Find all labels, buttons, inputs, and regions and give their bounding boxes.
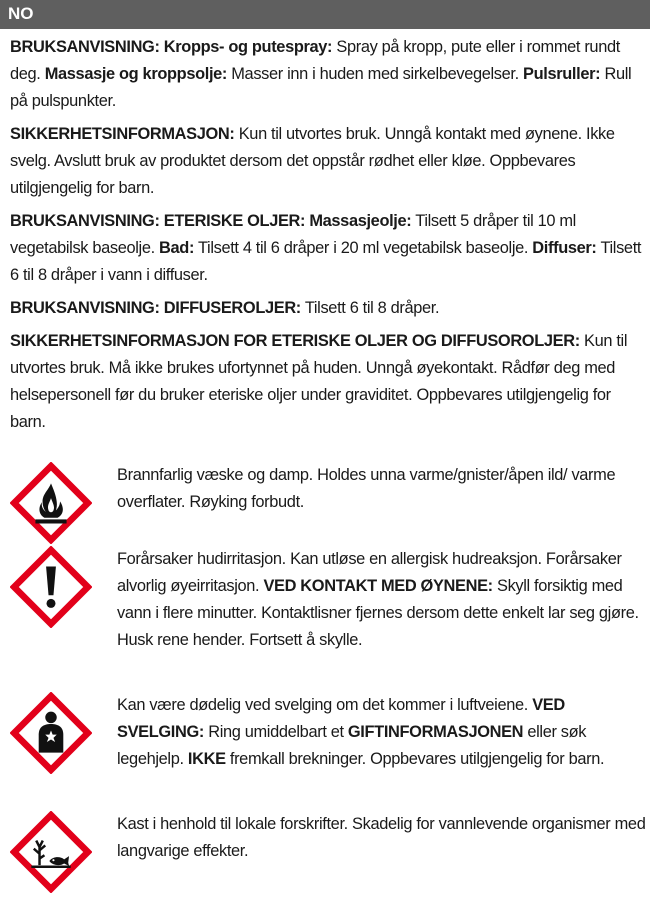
flame-hazard-text: Brannfarlig væske og damp. Holdes unna varme/gnister/åpen ild/ varme overflater. Røyking forbudt. <box>117 466 616 511</box>
environment-pictogram-icon <box>10 811 92 893</box>
heading-if-swallowed: VED SVELGING: <box>117 696 565 741</box>
text: Ring umiddelbart et <box>204 723 348 741</box>
heading-pulse-roller: Pulsruller: <box>523 65 601 83</box>
text: eller søk legehjelp. <box>117 723 587 768</box>
text: Tilsett 5 dråper til 10 ml vegetabilsk baseolje. <box>10 212 576 257</box>
usage-paragraph-essential-oils <box>10 208 642 289</box>
safety-info-essential-oils-paragraph <box>10 328 642 436</box>
environment-hazard-text: Kast i henhold til lokale forskrifter. Skadelig for vannlevende organismer med langvarige effekter. <box>117 815 646 860</box>
heading-essential-oils: BRUKSANVISNING: ETERISKE OLJER: Massasjeolje: <box>10 212 412 230</box>
text: Spray på kropp, pute eller i rommet rundt deg. <box>10 38 620 83</box>
heading-eye-contact: VED KONTAKT MED ØYNENE: <box>263 577 493 595</box>
text: Forårsaker hudirritasjon. Kan utløse en allergisk hudreaksjon. Forårsaker alvorlig øyeirritasjon. <box>117 550 622 595</box>
poison-center-label: GIFTINFORMASJONEN <box>347 723 524 741</box>
heading-massage-oil: Massasje og kroppsolje: <box>44 65 228 83</box>
health-hazard-pictogram-icon <box>10 692 92 774</box>
text: Rull på pulspunkter. <box>10 65 632 110</box>
text: Tilsett 6 til 8 dråper. <box>300 299 440 317</box>
health-hazard-text <box>117 692 647 773</box>
usage-paragraph-spray-oil <box>10 34 642 115</box>
heading-diffuser-oils: BRUKSANVISNING: DIFFUSEROLJER: <box>10 299 301 317</box>
text: Kun til utvortes bruk. Må ikke brukes ufortynnet på huden. Unngå øyekontakt. Rådfør deg med helsepersonell før du bruker eteriske oljer under graviditet. Oppbevares utilgjengelig for barn. <box>10 332 628 431</box>
text: Kan være dødelig ved svelging om det kommer i luftveiene. <box>117 696 533 714</box>
heading-usage: BRUKSANVISNING: Kropps- og putespray: <box>10 38 333 56</box>
text: Tilsett 6 til 8 dråper i vann i diffuser. <box>10 239 642 284</box>
flame-pictogram-icon <box>10 462 92 544</box>
heading-safety-essential-oils: SIKKERHETSINFORMASJON FOR ETERISKE OLJER OG DIFFUSOROLJER: <box>10 332 580 350</box>
text: Kun til utvortes bruk. Unngå kontakt med øynene. Ikke svelg. Avslutt bruk av produktet dersom det oppstår rødhet eller kløe. Oppbevares utilgjengelig for barn. <box>10 125 615 197</box>
text: Masser inn i huden med sirkelbevegelser. <box>227 65 524 83</box>
usage-paragraph-diffuser-oils <box>10 295 642 322</box>
instructions-text <box>10 34 642 442</box>
language-header-bar <box>0 0 650 29</box>
heading-diffuser: Diffuser: <box>532 239 597 257</box>
exclamation-hazard-text <box>117 546 647 654</box>
exclamation-pictogram-icon <box>10 546 92 628</box>
text: Tilsett 4 til 6 dråper i 20 ml vegetabilsk baseolje. <box>194 239 533 257</box>
heading-safety: SIKKERHETSINFORMASJON: <box>10 125 235 143</box>
text: fremkall brekninger. Oppbevares utilgjengelig for barn. <box>225 750 605 768</box>
language-code: NO <box>8 4 34 23</box>
text: Skyll forsiktig med vann i flere minutter. Kontaktlisner fjernes dersom dette enkelt lar seg gjøre. Husk rene hender. Fortsett å skylle. <box>117 577 639 649</box>
do-not-label: IKKE <box>187 750 226 768</box>
heading-bath: Bad: <box>159 239 195 257</box>
safety-info-paragraph <box>10 121 642 202</box>
